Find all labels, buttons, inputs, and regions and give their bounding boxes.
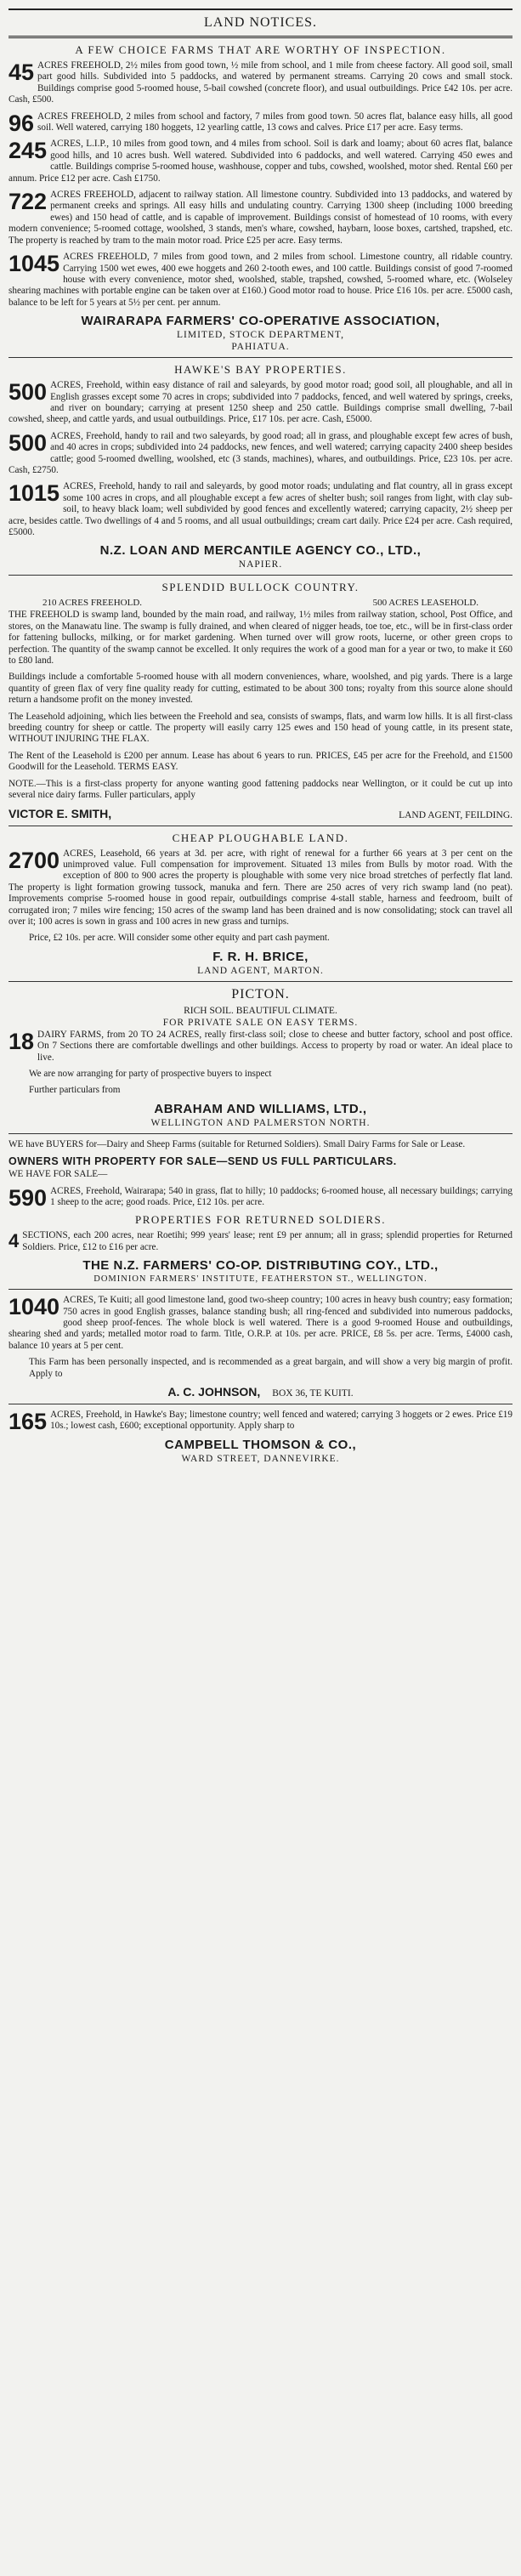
- listing: [8, 1410, 513, 1433]
- listing-text: ACRES, Freehold, in Hawke's Bay; limestone country; well fenced and watered; carrying 3 hoggets or 2 ewes. Price £19 10s.; lowest cash, £600; exceptional opportunity. Apply sharp to: [50, 1410, 513, 1432]
- listing-text: ACRES FREEHOLD, 2 miles from school and factory, 7 miles from good town. 50 acres flat, balance easy hills, all good soil. Well watered, carrying 180 hoggets, 12 yearling cattle, 13 cows and calves. Price £17 per acre. Easy terms.: [37, 111, 513, 133]
- listing-acres: 18: [8, 1028, 35, 1054]
- listing-acres: 1015: [8, 480, 60, 507]
- listing: [8, 190, 513, 247]
- land-notices-page: [8, 0, 513, 1464]
- signature-row: [8, 1385, 513, 1399]
- advertiser-place: LAND AGENT, MARTON.: [197, 965, 324, 976]
- section-subtitle: RICH SOIL. BEAUTIFUL CLIMATE.: [184, 1005, 337, 1016]
- listing-text: DAIRY FARMS, from 20 TO 24 ACRES, really first-class soil; close to cheese and butter factory, school and post office. On 7 Sections there are comfortable dwellings and other buildings. Access to property by road or water. An ideal place to live.: [37, 1029, 513, 1063]
- paragraph: NOTE.—This is a first-class property for anyone wanting good fattening paddocks near Wellington, or it could be cut up into several nice dairy farms. Fuller particulars, apply: [8, 778, 513, 801]
- listing: [8, 431, 513, 477]
- listing-acres: 4: [8, 1230, 20, 1252]
- listing-acres: 722: [8, 189, 48, 215]
- listing-acres: 500: [8, 379, 48, 406]
- listing-text: ACRES, Freehold, handy to rail and two saleyards, by good road; all in grass, and ploughable except few acres of bush, and 40 acres in crops; subdivided into 24 paddocks, new fences, and well watered; carrying capacity 2400 sheep besides cattle; good 5-roomed dwelling, woolshed, etc (3 stands, machines), whares, and outbuildings. Price, £23 10s. per acre. Cash, £2750.: [8, 430, 513, 475]
- signature-row: [8, 807, 513, 820]
- section-title: HAWKE'S BAY PROPERTIES.: [174, 363, 347, 377]
- section-title: SPLENDID BULLOCK COUNTRY.: [161, 581, 360, 594]
- paragraph: Buildings include a comfortable 5-roomed house with all modern conveniences, whare, woolshed, and pig yards. There is a large quantity of green flax of very fine quality ready for cutting, estimated to be about 300 tons; royalty from this source alone should return a handsome profit on the money invested.: [8, 672, 513, 706]
- advertiser-name: N.Z. LOAN AND MERCANTILE AGENCY CO., LTD.,: [99, 543, 422, 559]
- listing-acres: 2700: [8, 847, 60, 873]
- agent-detail: BOX 36, TE KUITI.: [272, 1388, 354, 1399]
- freehold-acreage: 210 ACRES FREEHOLD.: [42, 598, 143, 609]
- advertiser-name: ABRAHAM AND WILLIAMS, LTD.,: [154, 1101, 367, 1116]
- leasehold-acreage: 500 ACRES LEASEHOLD.: [372, 598, 479, 609]
- section-title: PICTON.: [231, 986, 290, 1001]
- paragraph: Price, £2 10s. per acre. Will consider some other equity and part cash payment.: [29, 933, 330, 944]
- section-farmers-coop: [8, 1139, 513, 1284]
- listing-text: ACRES, Te Kuiti; all good limestone land, good two-sheep country; 100 acres in heavy bush country; easy formation; 750 acres in good English grasses, balance standing bush; all ring-fenced and subdivided into numerous paddocks, good sheep proof-fences. The whole block is well watered. There is a good 9-roomed House and outbuildings, shearing shed and yards; metalled motor road to farm. Title, O.R.P. at 10s. per acre. PRICE, £8 5s. per acre. Terms, £4000 cash, balance 10 years at 5 per cent.: [8, 1295, 513, 1351]
- listing-acres: 500: [8, 429, 48, 456]
- listing: [8, 1230, 513, 1253]
- listing: [8, 111, 513, 134]
- listing-text: ACRES FREEHOLD, adjacent to railway station. All limestone country. Subdivided into 13 paddocks, and watered by permanent creeks and springs. All easy hills and undulating country. Carrying 1300 sheep (including 1000 breeding ewes) and 150 head of cattle, and is capable of improvement. Buildings consist of homestead of 10 rooms, with every modern convenience; 5-roomed cottage, woolshed, 3 stands, men's whare, cowshed, haybarn, loose boxes, cartshed, trapshed, etc. The property is reached by tram to the main motor road. Price £25 per acre. Easy terms.: [8, 190, 513, 246]
- section-cheap-land: [8, 831, 513, 976]
- paragraph: We are now arranging for party of prospective buyers to inspect: [29, 1068, 272, 1079]
- listing: [8, 252, 513, 309]
- listing-text: ACRES, Freehold, Wairarapa; 540 in grass, flat to hilly; 10 paddocks; 6-roomed house, all necessary buildings; carrying 1 sheep to the acre; good roads. Price, £12 10s. per acre.: [50, 1185, 513, 1207]
- returned-soldiers-title: PROPERTIES FOR RETURNED SOLDIERS.: [134, 1213, 387, 1227]
- section-rule: [8, 981, 513, 982]
- listing: [8, 139, 513, 184]
- agent-name: VICTOR E. SMITH,: [8, 806, 112, 820]
- listing-text: ACRES, Freehold, handy to rail and saleyards, by good motor roads; undulating and flat country, all in grass except some 100 acres in crops, and all ploughable except a few acres of shelter bush; soil ranges from light, with clay sub-soil, to heavy black loam; well subdivided by good fences and excellently watered; carrying capacity, 2½ sheep per acre, besides cattle. Two dwellings of 4 and 5 rooms, and all usual outbuildings; cream cart daily. Price £24 per acre. Cash required, £5000.: [8, 481, 513, 537]
- advertiser-name: WAIRARAPA FARMERS' CO-OPERATIVE ASSOCIATION,: [81, 314, 440, 329]
- top-rule: [8, 9, 513, 10]
- advertiser-place: PAHIATUA.: [231, 342, 290, 353]
- listing: [8, 1186, 513, 1209]
- paragraph: Further particulars from: [29, 1085, 121, 1096]
- listing-acres: 165: [8, 1409, 48, 1435]
- section-choice-farms: [8, 43, 513, 352]
- page-title: LAND NOTICES.: [204, 15, 317, 30]
- listing: [8, 848, 513, 928]
- intro-paragraph: WE have BUYERS for—Dairy and Sheep Farms (suitable for Returned Soldiers). Small Dairy Farms for Sale or Lease.: [8, 1138, 466, 1149]
- advertiser-place: WELLINGTON AND PALMERSTON NORTH.: [150, 1117, 371, 1128]
- paragraph: THE FREEHOLD is swamp land, bounded by the main road, and railway, 1½ miles from railway station, school, Post Office, and stores, on the Manawatu line. The swamp is fully drained, and when cleared of nigger heads, toe toe, etc., will be in first-class order for fattening bullocks, milking, or for market gardening. When turned over will grow roots, lucerne, or other green crops to perfection. The quantity of the swamp cannot be excelled. It only requires the work of a good man for a year or two, to make it £60 to £80 land.: [8, 610, 513, 667]
- listing-acres: 96: [8, 110, 35, 136]
- section-te-kuiti: [8, 1295, 513, 1399]
- listing-acres: 1045: [8, 251, 60, 277]
- section-hawkes-bay: [8, 363, 513, 570]
- paragraph: The Rent of the Leasehold is £200 per annum. Lease has about 6 years to run. PRICES, £45 per acre for the Freehold, and £1500 Goodwill for the Leasehold. TERMS EASY.: [8, 750, 513, 773]
- acreage-row: [42, 598, 479, 608]
- listing: [8, 380, 513, 426]
- section-rule: [8, 1133, 513, 1134]
- listing-acres: 45: [8, 60, 35, 85]
- advertiser-name: CAMPBELL THOMSON & CO.,: [164, 1437, 357, 1452]
- advertiser-place: NAPIER.: [238, 559, 283, 570]
- section-picton: [8, 987, 513, 1128]
- section-rule: [8, 357, 513, 358]
- title-rule: [8, 36, 513, 38]
- listing-text: ACRES FREEHOLD, 7 miles from good town, and 2 miles from school. Limestone country, all ridable country. Carrying 1500 wet ewes, 400 ewe hoggets and 260 2-tooth ewes, and 100 cattle. Buildings consist of good 7-roomed house with every convenience, motor shed, woolshed, stable, trapshed, cowshed, 5-roomed whare, etc. (Wolseley shearing machines with portable engine can be taken over at £160.) Good motor road to house. Price £16 10s. per acre. £5000 cash, balance to be left for 5 years at 5½ per cent. per annum.: [8, 252, 513, 308]
- listing: [8, 481, 513, 538]
- section-rule: [8, 1289, 513, 1290]
- section-hawkes-bay-limestone: [8, 1410, 513, 1464]
- advertiser-name: F. R. H. BRICE,: [212, 949, 309, 964]
- for-sale-heading: WE HAVE FOR SALE—: [8, 1169, 108, 1180]
- listing-acres: 1040: [8, 1294, 60, 1320]
- advertiser-department: LIMITED, STOCK DEPARTMENT,: [177, 330, 344, 341]
- agent-detail: LAND AGENT, FEILDING.: [399, 809, 513, 820]
- section-rule: [8, 575, 513, 576]
- agent-name: A. C. JOHNSON,: [167, 1385, 261, 1399]
- owners-heading: OWNERS WITH PROPERTY FOR SALE—SEND US FULL PARTICULARS.: [8, 1155, 397, 1168]
- advertiser-name: THE N.Z. FARMERS' CO-OP. DISTRIBUTING COY., LTD.,: [82, 1258, 439, 1274]
- section-subtitle-2: FOR PRIVATE SALE ON EASY TERMS.: [162, 1017, 359, 1028]
- listing-text: ACRES FREEHOLD, 2½ miles from good town, ½ mile from school, and 1 mile from cheese factory. All good soil, small part good hills. Subdivided into 5 paddocks, and watered by permanent streams. Carrying 20 cows and small stock. Buildings comprise good 5-roomed house, 5-bail cowshed (concrete floor), and usual outbuildings. Price £42 10s. per acre. Cash, £500.: [8, 60, 513, 105]
- paragraph: This Farm has been personally inspected, and is recommended as a great bargain, and will show a very big margin of profit. Apply to: [29, 1357, 513, 1379]
- listing-acres: 245: [8, 138, 48, 164]
- listing-text: ACRES, Freehold, within easy distance of rail and saleyards, by good motor road; good soil, all ploughable, and all in English grasses except some 70 acres in crops; subdivided into 7 paddocks, fenced, and well watered by springs, creeks, and river on boundary; carrying at present 1250 sheep and 250 cattle. Buildings comprise small dwelling, 7-bail cowshed, sheep, and cattle yards, and usual outbuildings. Price, £17 10s. per acre. Cash, £5000.: [8, 380, 513, 425]
- section-bullock-country: [8, 581, 513, 820]
- listing: [8, 1295, 513, 1352]
- listing: [8, 60, 513, 106]
- section-title: CHEAP PLOUGHABLE LAND.: [172, 831, 349, 844]
- listing-acres: 590: [8, 1184, 48, 1211]
- advertiser-place: WARD STREET, DANNEVIRKE.: [181, 1453, 340, 1464]
- paragraph: The Leasehold adjoining, which lies between the Freehold and sea, consists of swamps, flats, and warm low hills. It is all first-class breeding country for sheep or cattle. The property will easily carry 125 ewes and 150 head of young cattle, in its present state, WITHOUT INJURING THE FLAX.: [8, 711, 513, 745]
- section-title: A FEW CHOICE FARMS THAT ARE WORTHY OF INSPECTION.: [75, 43, 446, 56]
- listing: [8, 1030, 513, 1064]
- listing-text: ACRES, L.I.P., 10 miles from good town, and 4 miles from school. Soil is dark and loamy; about 60 acres flat, balance good hills, and 10 acres bush. Well watered. Subdivided into 6 paddocks, and well watered. Carrying 450 ewes and cattle. Buildings comprise 5-roomed house, washhouse, copper and tubs, cowshed, woolshed, motor shed. Rental £60 per annum. Price £12 per acre. Cash £1750.: [8, 139, 513, 184]
- listing-text: SECTIONS, each 200 acres, near Roetihi; 999 years' lease; rent £9 per annum; all in grass; splendid properties for Returned Soldiers. Price, £12 to £16 per acre.: [22, 1230, 513, 1252]
- advertiser-place: DOMINION FARMERS' INSTITUTE, FEATHERSTON ST., WELLINGTON.: [93, 1274, 428, 1285]
- listing-text: ACRES, Leasehold, 66 years at 3d. per acre, with right of renewal for a further 66 years at 3 per cent on the unimproved value. Full compensation for improvement. Situated 13 miles from Bulls by motor road. With the exception of 800 to 900 acres the property is ploughable with some very nice broad stretches of perfectly flat land. The property is light formation growing tussock, manuka and fern. There are 250 acres of very rich swamp land (no peat). Improvements comprise 5-roomed house in good repair, outbuildings comprise 4-stall stable, harness and feedroom, built of corrugated iron; 7 miles wire fencing; 150 acres of the swamp land has been drained and is now consolidating; stock can travel all over it; 100 acres is sown in grass and 100 acres in new grass and turnips.: [8, 848, 513, 927]
